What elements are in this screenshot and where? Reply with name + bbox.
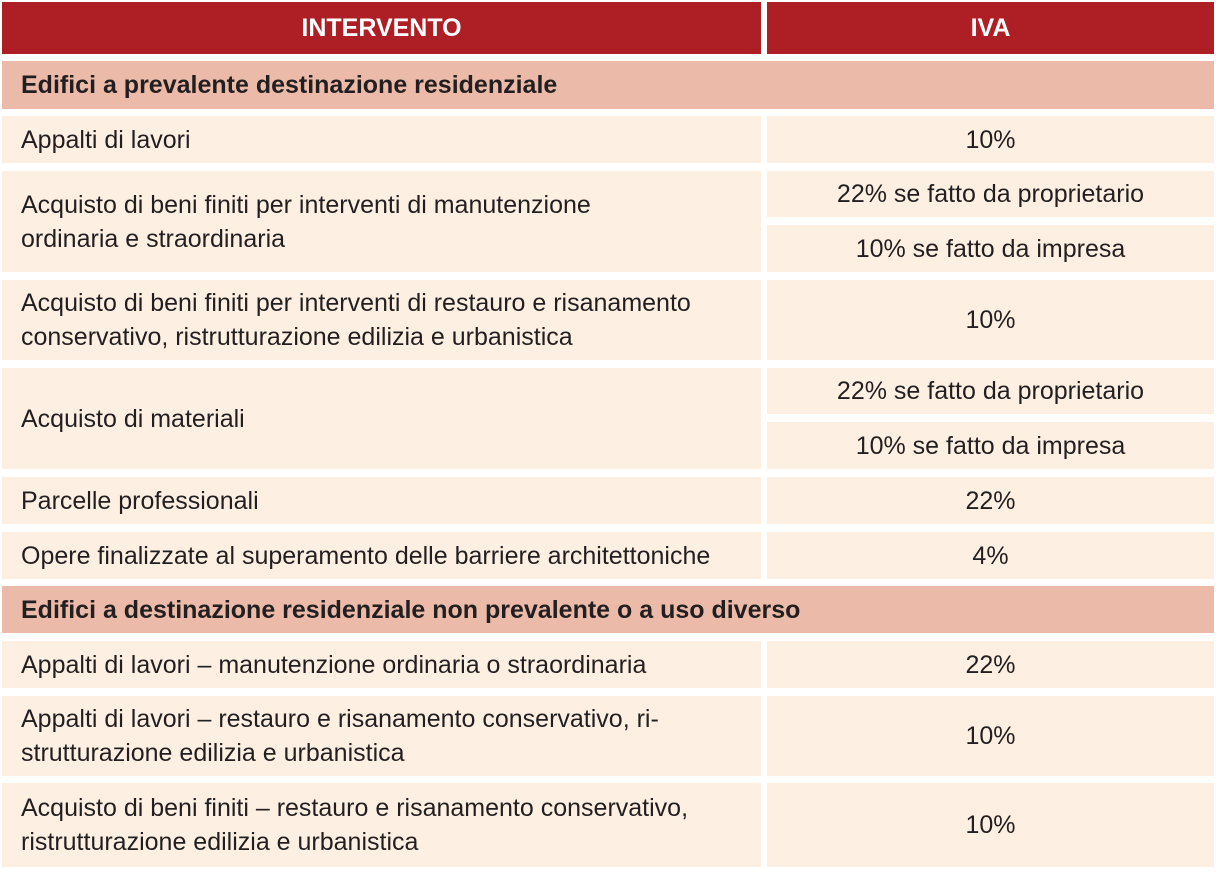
table-row-iva (767, 171, 1214, 217)
header-intervento (2, 2, 761, 54)
iva-text: 22% se fatto da proprietario (836, 377, 1145, 405)
table-row-iva (767, 696, 1214, 776)
header-intervento-label: INTERVENTO (301, 14, 462, 42)
table-row-iva (767, 783, 1214, 867)
table-row-intervento (2, 368, 761, 469)
table-row-iva (767, 477, 1214, 524)
iva-text: 4% (972, 541, 1009, 570)
iva-text: 22% se fatto da proprietario (836, 180, 1145, 208)
table-row-intervento (2, 477, 761, 524)
intervento-text: Appalti di lavori (21, 125, 191, 154)
table-row-intervento (2, 696, 761, 776)
table-row-intervento (2, 641, 761, 688)
intervento-text: Acquisto di materiali (21, 404, 245, 433)
iva-text: 10% (965, 722, 1016, 750)
intervento-text: Opere finalizzate al superamento delle barriere architettoniche (21, 541, 711, 570)
table-row-intervento (2, 116, 761, 163)
iva-text: 22% (965, 650, 1016, 679)
intervento-text: Appalti di lavori – manutenzione ordinaria o straordinaria (21, 650, 647, 679)
intervento-line: strutturazione edilizia e urbanistica (21, 739, 405, 767)
table-row-intervento (2, 783, 761, 867)
intervento-line: Acquisto di beni finiti per interventi di manutenzione (21, 190, 591, 219)
table-row-iva (767, 225, 1214, 272)
table-row-iva (767, 368, 1214, 414)
section-title (2, 586, 1214, 633)
intervento-text (21, 702, 659, 770)
iva-text: 10% se fatto da impresa (855, 431, 1126, 460)
iva-text: 10% (965, 811, 1016, 839)
table-row-intervento (2, 171, 761, 272)
table-row-intervento (2, 280, 761, 360)
iva-text: 22% (965, 486, 1016, 515)
iva-text: 10% (965, 125, 1016, 154)
intervento-line: Acquisto di beni finiti per interventi di restauro e risanamento (21, 289, 691, 317)
table-row-iva (767, 280, 1214, 360)
header-iva (767, 2, 1214, 54)
table-row-intervento (2, 532, 761, 579)
table-row-iva (767, 641, 1214, 688)
iva-text: 10% se fatto da impresa (855, 234, 1126, 263)
table-row-iva (767, 532, 1214, 579)
table-row-iva (767, 422, 1214, 469)
intervento-text (21, 188, 591, 256)
intervento-line: Acquisto di beni finiti – restauro e risanamento conservativo, (21, 794, 689, 822)
intervento-text: Parcelle professionali (21, 486, 259, 515)
table-row-iva (767, 116, 1214, 163)
section-title-label: Edifici a destinazione residenziale non prevalente o a uso diverso (21, 595, 801, 624)
iva-text: 10% (965, 306, 1016, 334)
intervento-line: ordinaria e straordinaria (21, 224, 286, 253)
intervento-line: ristrutturazione edilizia e urbanistica (21, 828, 419, 856)
intervento-line: conservativo, ristrutturazione edilizia e urbanistica (21, 323, 573, 351)
intervento-text (21, 791, 688, 859)
intervento-line: Appalti di lavori – restauro e risanamento conservativo, ri- (21, 705, 659, 733)
header-iva-label: IVA (970, 14, 1011, 42)
section-title-label: Edifici a prevalente destinazione residenziale (21, 71, 558, 99)
section-title (2, 61, 1214, 109)
intervento-text (21, 286, 691, 354)
